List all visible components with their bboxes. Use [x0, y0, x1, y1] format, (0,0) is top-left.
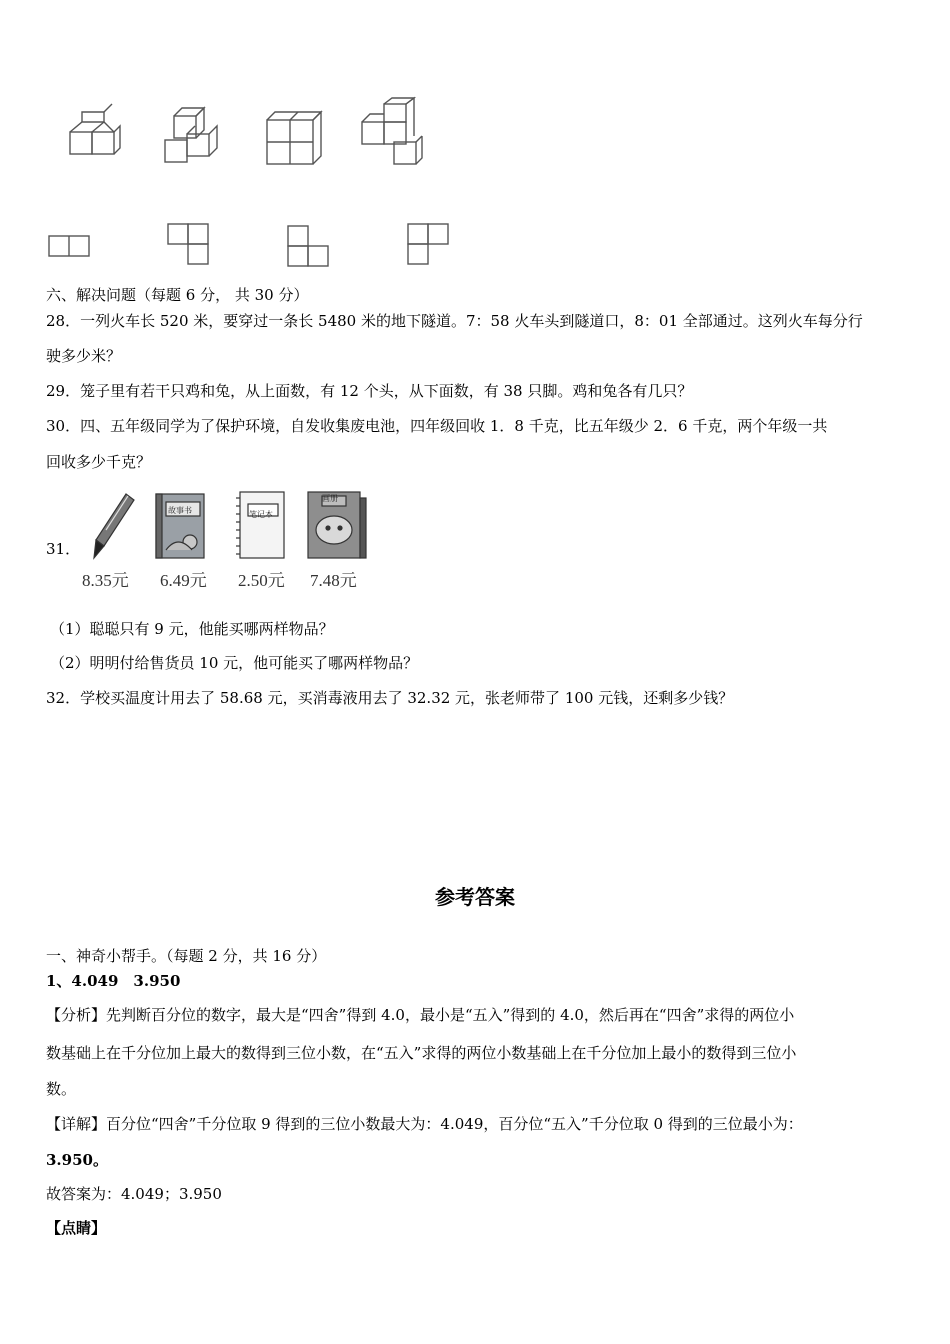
- cube-figure-1: [60, 110, 130, 170]
- conclusion: 故答案为：4.049；3.950: [46, 1185, 222, 1203]
- story-book-price: 6.49元: [160, 571, 207, 590]
- story-book-icon: [152, 490, 212, 562]
- analysis-line1: 【分析】先判断百分位的数字，最大是“四舍”得到 4.0，最小是“五入”得到的 4.0，然后再在“四舍”求得的两位小: [46, 1006, 795, 1024]
- view-figure-2: [166, 222, 212, 270]
- view-figure-4: [406, 222, 452, 270]
- q29-text: 29．笼子里有若干只鸡和兔，从上面数，有 12 个头，从下面数，有 38 只脚。鸡和兔各有几只？: [46, 382, 693, 400]
- section6-heading: 六、解决问题（每题 6 分， 共 30 分）: [46, 286, 309, 304]
- notebook-price: 2.50元: [238, 571, 285, 590]
- q28-line1: 28．一列火车长 520 米，要穿过一条长 5480 米的地下隧道。7：58 火车头到隧道口，8：01 全部通过。这列火车每分行: [46, 312, 863, 330]
- answers-title: 参考答案: [435, 885, 515, 909]
- q32-text: 32．学校买温度计用去了 58.68 元，买消毒液用去了 32.32 元，张老师带了 100 元钱，还剩多少钱？: [46, 689, 734, 707]
- comment-heading: 【点睛】: [46, 1219, 107, 1237]
- cube-figure-4: [356, 98, 428, 170]
- q28-line2: 驶多少米？: [46, 347, 122, 365]
- view-figure-3: [286, 222, 332, 270]
- q30-line1: 30．四、五年级同学为了保护环境，自发收集废电池，四年级回收 1．8 千克，比五年级少 2．6 千克，两个年级一共: [46, 417, 828, 435]
- detail-line1: 【详解】百分位“四舍”千分位取 9 得到的三位小数最大为：4.049，百分位“五入”千分位取 0 得到的三位最小为：: [46, 1115, 803, 1133]
- analysis-line2: 数基础上在千分位加上最大的数得到三位小数，在“五入”求得的两位小数基础上在千分位加上最小的数得到三位小: [46, 1044, 797, 1062]
- notebook-cover-text: 笔记本: [249, 510, 273, 519]
- notebook-icon: [234, 490, 290, 562]
- picture-book-price: 7.48元: [310, 571, 357, 590]
- q31-label: 31．: [46, 540, 81, 558]
- answer-1: 1、4.049 3.950: [46, 972, 181, 990]
- cube-figure-3: [262, 110, 328, 170]
- answers-section1: 一、神奇小帮手。（每题 2 分，共 16 分）: [46, 947, 327, 965]
- q31-sub1: （1）聪聪只有 9 元，他能买哪两样物品？: [50, 620, 334, 638]
- view-figure-1: [48, 234, 92, 258]
- story-book-cover-text: 故事书: [168, 506, 192, 515]
- picture-book-cover-text: 画册: [322, 494, 338, 503]
- q30-line2: 回收多少千克？: [46, 453, 152, 471]
- cube-figure-2: [160, 104, 230, 170]
- q31-sub2: （2）明明付给售货员 10 元，他可能买了哪两样物品？: [50, 654, 419, 672]
- analysis-line3: 数。: [46, 1080, 77, 1098]
- pen-icon: [86, 490, 136, 562]
- detail-line2: 3.950。: [46, 1151, 108, 1169]
- pen-price: 8.35元: [82, 571, 129, 590]
